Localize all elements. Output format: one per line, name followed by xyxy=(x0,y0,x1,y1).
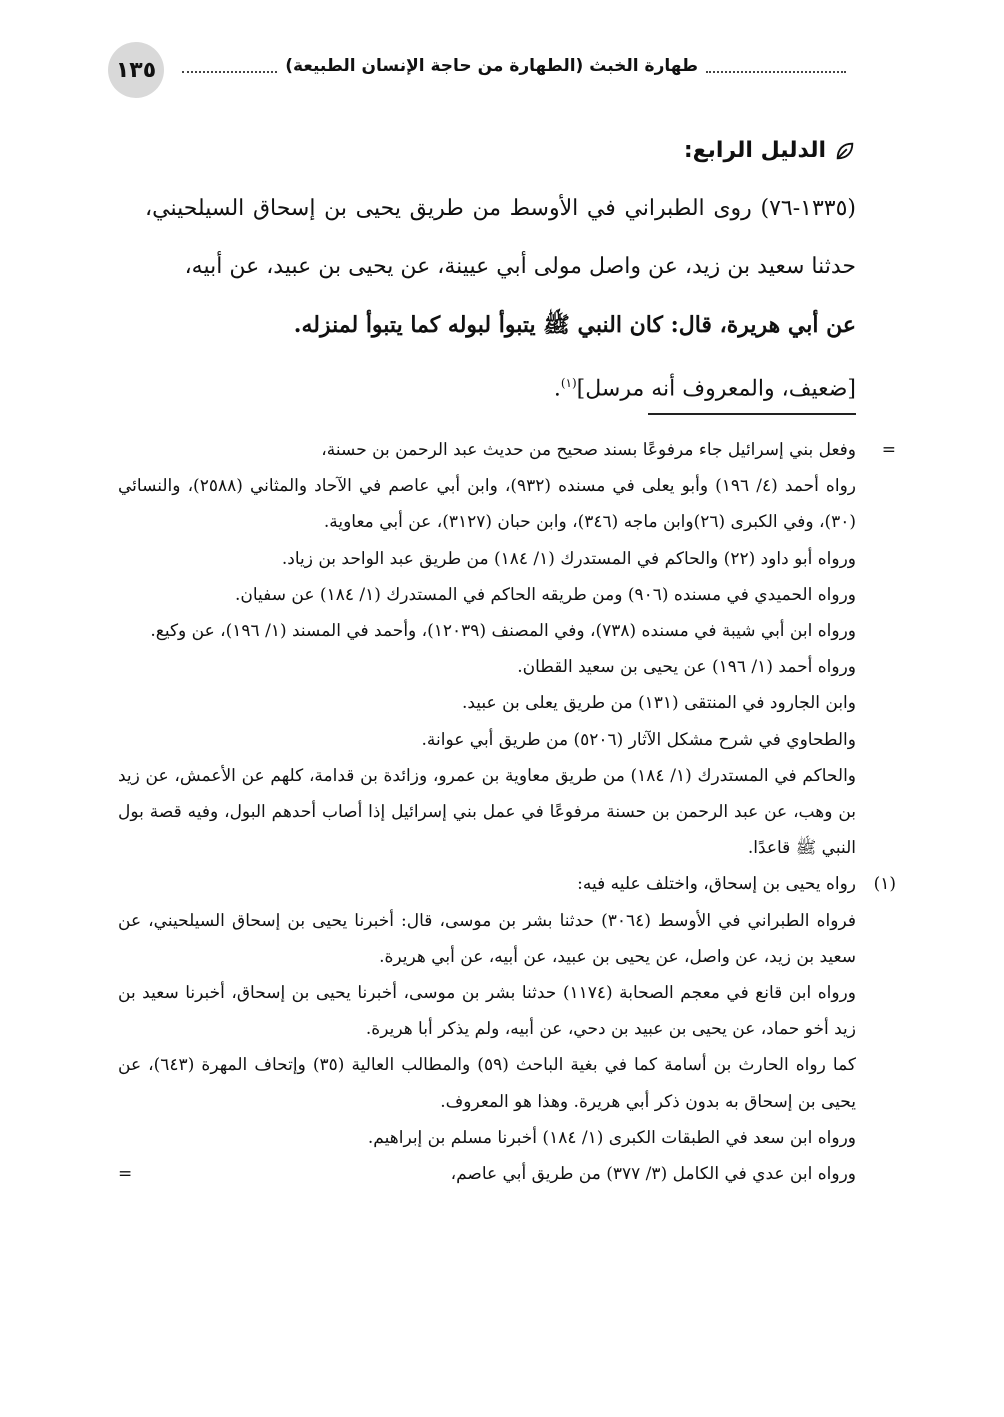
footnote-separator xyxy=(648,413,856,415)
continuation-marker: = xyxy=(881,440,896,460)
footnote-line: ورواه أبو داود (٢٢) والحاكم في المستدرك (١/ ١٨٤) من طريق عبد الواحد بن زياد. xyxy=(281,548,856,569)
footnote-1-marker: (١) xyxy=(873,874,896,895)
hadith-chain: (١٣٣٥-٧٦) روى الطبراني في الأوسط من طريق يحيى بن إسحاق السيلحيني، حدثنا سعيد بن زيد، عن واصل مولى أبي عيينة، عن يحيى بن عبيد، عن أبيه، xyxy=(145,196,856,279)
leader-dots-left xyxy=(182,59,277,73)
continuation-end-marker: = xyxy=(118,1164,133,1185)
running-title-row xyxy=(174,56,854,76)
leader-dots-right xyxy=(706,59,846,73)
leaf-ornament-icon xyxy=(834,140,856,162)
hadith-text: عن أبي هريرة، قال: كان النبي ﷺ يتبوأ لبوله كما يتبوأ لمنزله. xyxy=(293,312,856,338)
footnotes xyxy=(118,432,896,1192)
footnote-line: ورواه ابن عدي في الكامل (٣/ ٣٧٧) من طريق أبي عاصم، xyxy=(450,1164,856,1185)
footnote-line: والطحاوي في شرح مشكل الآثار (٥٢٠٦) من طريق أبي عوانة. xyxy=(421,729,856,750)
footnote-line: ورواه الحميدي في مسنده (٩٠٦) ومن طريقه الحاكم في المستدرك (١/ ١٨٤) عن سفيان. xyxy=(234,584,856,605)
footnote-line: والحاكم في المستدرك (١/ ١٨٤) من طريق معاوية بن عمرو، وزائدة بن قدامة، كلهم عن الأعمش، عن زيد بن وهب، عن عبد الرحمن بن حسنة مرفوعًا في عمل بني إسرائيل إذا أصاب أحدهم البول، وفيه قصة بول النبي ﷺ قاعدًا. xyxy=(118,765,857,859)
grading xyxy=(145,354,856,418)
footnote-line: ورواه ابن سعد في الطبقات الكبرى (١/ ١٨٤) أخبرنا مسلم بن إبراهيم. xyxy=(367,1127,856,1148)
footnote-line: رواه يحيى بن إسحاق، واختلف عليه فيه: xyxy=(577,874,856,895)
footnote-line: رواه أحمد (٤/ ١٩٦) وأبو يعلى في مسنده (٩٣٢)، وابن أبي عاصم في الآحاد والمثاني (٢٥٨٨)، والنسائي (٣٠)، وفي الكبرى (٢٦)وابن ماجه (٣٤٦)، وابن حبان (٣١٢٧)، عن أبي معاوية. xyxy=(118,476,856,533)
grading-end: . xyxy=(553,376,561,402)
main-text xyxy=(145,122,856,418)
footnote-line: فرواه الطبراني في الأوسط (٣٠٦٤) حدثنا بشر بن موسى، قال: أخبرنا يحيى بن إسحاق السيلحيني، عن سعيد بن زيد، عن واصل، عن يحيى بن عبيد، عن أبيه، عن أبي هريرة. xyxy=(118,910,856,967)
footnote-1 xyxy=(118,866,896,902)
footnote-line: ورواه ابن أبي شيبة في مسنده (٧٣٨)، وفي المصنف (١٢٠٣٩)، وأحمد في المسند (١/ ١٩٦)، عن وكيع. xyxy=(150,621,856,642)
footnote-line: كما رواه الحارث بن أسامة كما في بغية الباحث (٥٩) والمطالب العالية (٣٥) وإتحاف المهرة (٦٤٣)، عن يحيى بن إسحاق به بدون ذكر أبي هريرة. وهذا هو المعروف. xyxy=(118,1055,857,1112)
heading-text: الدليل الرابع: xyxy=(683,138,826,163)
grading-text: [ضعيف، والمعروف أنه مرسل] xyxy=(576,376,856,402)
running-title: طهارة الخبث (الطهارة من حاجة الإنسان الطبيعة) xyxy=(285,56,698,76)
footnote-ref[interactable]: (١) xyxy=(560,376,577,390)
footnote-line: ورواه أحمد (١/ ١٩٦) عن يحيى بن سعيد القطان. xyxy=(517,657,856,678)
footnote-last-row xyxy=(118,1156,856,1192)
section-heading xyxy=(145,122,856,180)
page-number: ١٣٥ xyxy=(108,42,164,98)
footnote-continuation xyxy=(118,432,896,468)
footnote-line: وفعل بني إسرائيل جاء مرفوعًا بسند صحيح من حديث عبد الرحمن بن حسنة، xyxy=(321,440,856,460)
footnote-line: وابن الجارود في المنتقى (١٣١) من طريق يعلى بن عبيد. xyxy=(461,693,856,714)
page-header xyxy=(108,42,854,104)
footnote-line: ورواه ابن قانع في معجم الصحابة (١١٧٤) حدثنا بشر بن موسى، أخبرنا يحيى بن إسحاق، أخبرنا سعيد بن زيد أخو حماد، عن يحيى بن عبيد بن دحي، عن أبيه، ولم يذكر أبا هريرة. xyxy=(118,983,856,1040)
